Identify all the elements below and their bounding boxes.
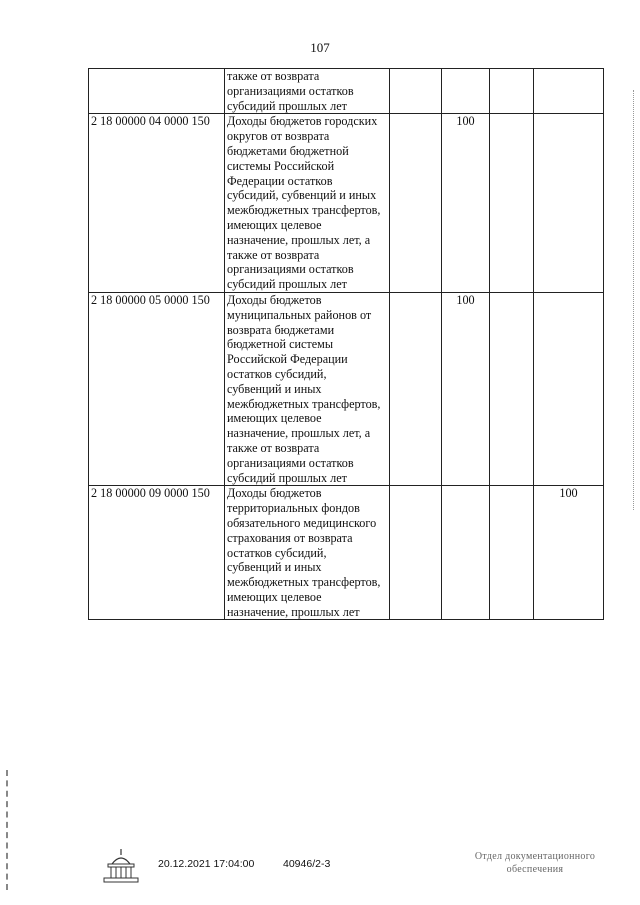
description-line: территориальных фондов — [227, 501, 360, 516]
description-line: обязательного медицинского — [227, 515, 377, 530]
amount-cell: 100 — [442, 114, 490, 293]
budget-code-cell — [89, 69, 225, 114]
description-line: Доходы бюджетов — [227, 292, 322, 307]
description-line: также от возврата — [227, 247, 320, 262]
description-line: назначение, прошлых лет, а — [227, 232, 371, 247]
page-number: 107 — [310, 40, 330, 55]
description-cell — [225, 292, 390, 485]
description-line: возврата бюджетами — [227, 322, 335, 337]
description-line: Российской Федерации — [227, 352, 348, 367]
table-row — [89, 69, 604, 114]
duma-emblem-icon — [100, 846, 142, 886]
description-line: имеющих целевое — [227, 217, 322, 232]
description-line: имеющих целевое — [227, 589, 322, 604]
amount-cell — [390, 69, 442, 114]
description-line: остатков субсидий, — [227, 545, 327, 560]
amount-cell — [490, 69, 534, 114]
description-line: субсидий прошлых лет — [227, 277, 347, 292]
budget-code-cell: 2 18 00000 05 0000 150 — [89, 292, 225, 485]
description-line: субсидий, субвенций и иных — [227, 188, 377, 203]
amount-cell — [534, 292, 604, 485]
description-line: страхования от возврата — [227, 530, 353, 545]
scan-edge-mark — [6, 770, 11, 890]
description-line: организациями остатков — [227, 262, 354, 277]
description-line: субсидий прошлых лет — [227, 470, 347, 485]
table-row — [89, 114, 604, 293]
description-line: системы Российской — [227, 158, 335, 173]
description-line: назначение, прошлых лет — [227, 604, 360, 619]
amount-cell — [442, 486, 490, 620]
description-line: муниципальных районов от — [227, 307, 372, 322]
footer-department-line: Отдел документационного — [474, 851, 596, 862]
description-line: также от возврата — [227, 440, 320, 455]
description-line: имеющих целевое — [227, 411, 322, 426]
amount-cell: 100 — [534, 486, 604, 620]
amount-cell — [490, 292, 534, 485]
description-line: межбюджетных трансфертов, — [227, 575, 381, 590]
description-line: межбюджетных трансфертов, — [227, 396, 381, 411]
budget-code-cell: 2 18 00000 04 0000 150 — [89, 114, 225, 293]
amount-cell — [390, 292, 442, 485]
description-line: субсидий прошлых лет — [227, 98, 347, 113]
table-row — [89, 292, 604, 485]
description-line: Федерации остатков — [227, 173, 333, 188]
description-line: остатков субсидий, — [227, 366, 327, 381]
description-line: Доходы бюджетов городских — [227, 114, 378, 129]
description-cell — [225, 114, 390, 293]
table-row — [89, 486, 604, 620]
description-line: субвенций и иных — [227, 381, 322, 396]
footer-department-line: обеспечения — [506, 864, 564, 875]
amount-cell — [490, 486, 534, 620]
amount-cell — [490, 114, 534, 293]
budget-code-cell: 2 18 00000 09 0000 150 — [89, 486, 225, 620]
budget-table — [88, 68, 604, 620]
footer-datetime: 20.12.2021 17:04:00 — [158, 858, 255, 870]
description-line: бюджетами бюджетной — [227, 143, 349, 158]
amount-cell — [390, 486, 442, 620]
description-line: также от возврата — [227, 69, 320, 83]
budget-table-body — [89, 69, 604, 620]
description-line: Доходы бюджетов — [227, 486, 322, 501]
description-line: округов от возврата — [227, 129, 330, 144]
description-line: субвенций и иных — [227, 560, 322, 575]
description-line: организациями остатков — [227, 83, 354, 98]
description-line: межбюджетных трансфертов, — [227, 203, 381, 218]
scan-edge-mark — [631, 90, 634, 510]
description-line: бюджетной системы — [227, 337, 334, 352]
amount-cell: 100 — [442, 292, 490, 485]
amount-cell — [442, 69, 490, 114]
description-line: организациями остатков — [227, 455, 354, 470]
amount-cell — [390, 114, 442, 293]
amount-cell — [534, 69, 604, 114]
description-cell — [225, 69, 390, 114]
footer-doc-number: 40946/2-3 — [283, 858, 331, 870]
footer-department — [455, 850, 615, 876]
amount-cell — [534, 114, 604, 293]
description-line: назначение, прошлых лет, а — [227, 426, 371, 441]
description-cell — [225, 486, 390, 620]
